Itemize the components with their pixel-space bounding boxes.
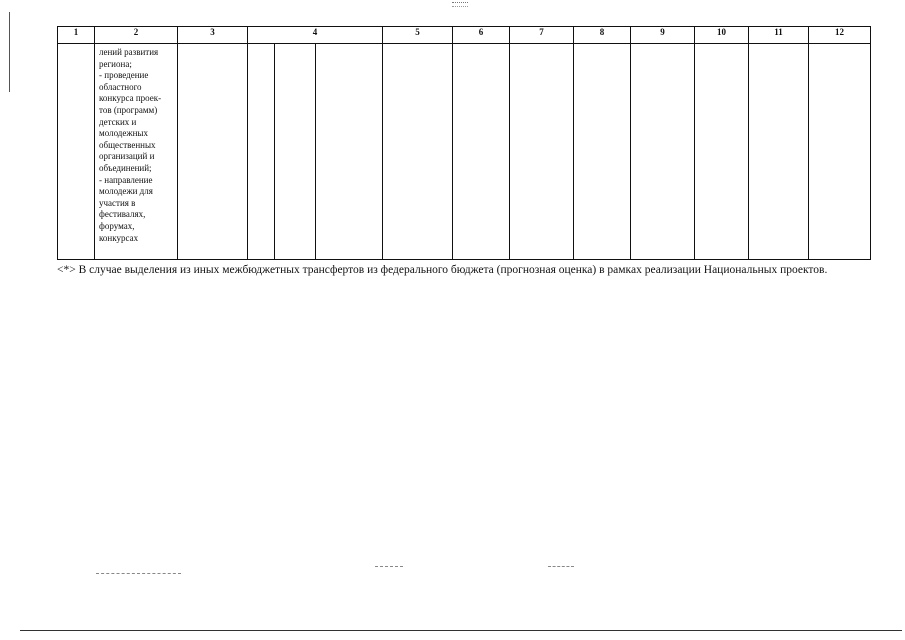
- table-row: [58, 44, 871, 260]
- scan-artifact: [96, 573, 181, 575]
- page-number-mark: [452, 2, 468, 7]
- header-col-9: 9: [631, 27, 695, 44]
- header-col-1: 1: [58, 27, 95, 44]
- scan-artifact: [548, 566, 574, 568]
- header-col-4: 4: [248, 27, 383, 44]
- cell-col-7: [510, 44, 574, 260]
- cell-col-3: [178, 44, 248, 260]
- header-col-12: 12: [809, 27, 871, 44]
- cell-col-2: [95, 44, 178, 260]
- cell-col-12: [809, 44, 871, 260]
- data-table: [57, 26, 871, 260]
- cell-col-8: [574, 44, 631, 260]
- header-col-3: 3: [178, 27, 248, 44]
- header-col-8: 8: [574, 27, 631, 44]
- bottom-border-line: [20, 630, 902, 631]
- cell-col-4a: [248, 44, 275, 260]
- table-header-row: [58, 27, 871, 44]
- cell-col-9: [631, 44, 695, 260]
- header-col-2: 2: [95, 27, 178, 44]
- cell-col-4b: [275, 44, 316, 260]
- header-col-11: 11: [749, 27, 809, 44]
- activity-description: лений развития региона; - проведение областного конкурса проек- тов (программ) детских и молодежных общественных организаций и объединений; - направление молодежи для участия в фестивалях, форумах, конкурсах: [99, 47, 162, 243]
- header-col-6: 6: [453, 27, 510, 44]
- cell-col-10: [695, 44, 749, 260]
- header-col-5: 5: [383, 27, 453, 44]
- cell-col-4c: [316, 44, 383, 260]
- cell-col-6: [453, 44, 510, 260]
- scan-edge-line: [9, 12, 10, 92]
- cell-col-11: [749, 44, 809, 260]
- cell-col-1: [58, 44, 95, 260]
- header-col-7: 7: [510, 27, 574, 44]
- cell-col-5: [383, 44, 453, 260]
- footnote-text: <*> В случае выделения из иных межбюджетных трансфертов из федерального бюджета (прогнозная оценка) в рамках реализации Национальных проектов.: [57, 264, 828, 276]
- scan-artifact: [375, 566, 403, 568]
- header-col-10: 10: [695, 27, 749, 44]
